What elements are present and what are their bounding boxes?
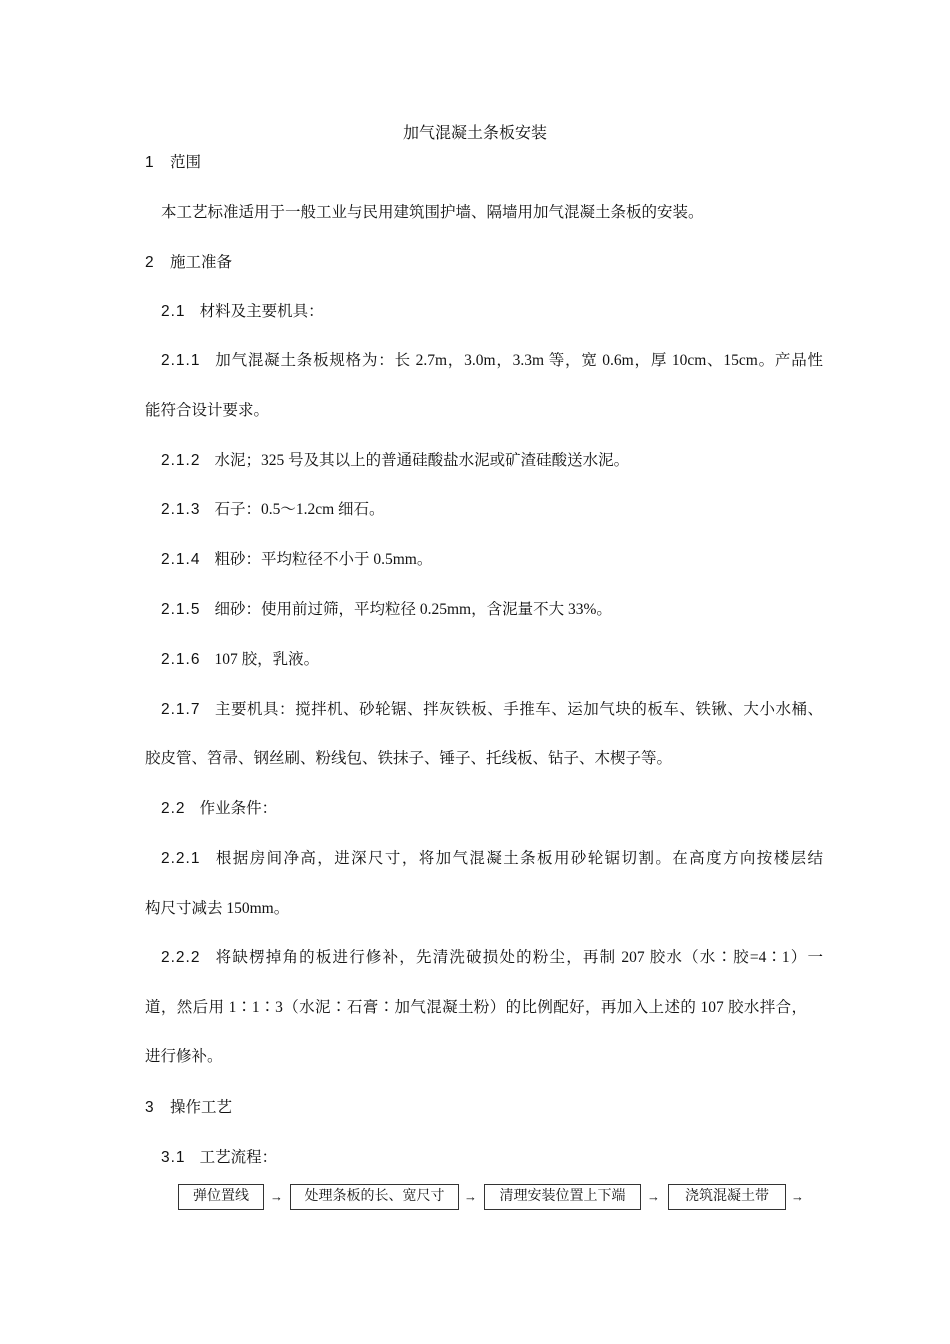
clause-2-2-1-line2: 构尺寸减去 150mm。 xyxy=(145,900,290,917)
clause-number: 2.1.3 xyxy=(161,501,201,518)
flow-step-mark-position: 弹位置线 xyxy=(178,1184,264,1210)
section-heading-preparation xyxy=(145,253,807,273)
document-title: 加气混凝土条板安装 xyxy=(402,125,547,142)
clause-2-1-1-line2: 能符合设计要求。 xyxy=(145,402,270,419)
clause-text: 主要机具：搅拌机、砂轮锯、拌灰铁板、手推车、运加气块的板车、铁锹、大小水桶、 xyxy=(214,701,823,718)
clause-text: 材料及主要机具： xyxy=(199,303,324,320)
arrow-right-icon: → xyxy=(647,1189,660,1204)
section-title: 施工准备 xyxy=(170,254,233,271)
process-flow-diagram xyxy=(0,1184,950,1214)
section-number: 3 xyxy=(145,1099,154,1116)
clause-text: 作业条件： xyxy=(199,800,278,817)
clause-number: 2.1.6 xyxy=(161,651,201,668)
section-heading-scope xyxy=(145,153,807,173)
clause-number: 2.1 xyxy=(161,303,186,320)
section-number: 1 xyxy=(145,154,154,171)
clause-2-2-2-line1 xyxy=(145,948,823,968)
clause-2-1-7-line1 xyxy=(145,700,823,720)
clause-text: 将缺楞掉角的板进行修补，先清洗破损处的粉尘，再制 207 胶水（水∶胶=4∶1）一 xyxy=(214,949,823,966)
clause-number: 2.1.1 xyxy=(161,352,201,369)
clause-number: 2.2.2 xyxy=(161,949,201,966)
clause-number: 2.2 xyxy=(161,800,186,817)
subsection-2-2 xyxy=(145,799,823,819)
clause-2-1-7-line2: 胶皮管、笤帚、钢丝刷、粉线包、铁抹子、锤子、托线板、钻子、木楔子等。 xyxy=(145,750,673,767)
clause-text: 根据房间净高，进深尺寸，将加气混凝土条板用砂轮锯切割。在高度方向按楼层结 xyxy=(214,850,823,867)
clause-number: 2.1.7 xyxy=(161,701,201,718)
clause-number: 2.1.5 xyxy=(161,601,201,618)
clause-text: 107 胶，乳液。 xyxy=(214,651,320,668)
clause-number: 3.1 xyxy=(161,1149,186,1166)
clause-text: 水泥；325 号及其以上的普通硅酸盐水泥或矿渣硅酸送水泥。 xyxy=(214,452,630,469)
clause-text: 细砂：使用前过筛，平均粒径 0.25mm，含泥量不大 33%。 xyxy=(214,601,612,618)
section-title: 范围 xyxy=(170,154,202,171)
clause-2-2-1-line1 xyxy=(145,849,823,869)
clause-text: 石子：0.5～1.2cm 细石。 xyxy=(214,501,385,518)
arrow-right-icon: → xyxy=(791,1189,804,1204)
section-title: 操作工艺 xyxy=(170,1099,233,1116)
clause-2-2-2-line2: 道，然后用 1∶1∶3（水泥∶石膏∶加气混凝土粉）的比例配好，再加入上述的 107 胶水拌合， xyxy=(145,999,807,1016)
clause-number: 2.2.1 xyxy=(161,850,201,867)
flow-step-process-board-size: 处理条板的长、宽尺寸 xyxy=(290,1184,459,1210)
section-number: 2 xyxy=(145,254,154,271)
arrow-right-icon: → xyxy=(270,1189,283,1204)
clause-2-1-6 xyxy=(145,650,823,670)
clause-2-1-5 xyxy=(145,600,823,620)
clause-number: 2.1.2 xyxy=(161,452,201,469)
clause-2-1-2 xyxy=(145,451,823,471)
clause-2-1-4 xyxy=(145,550,823,570)
clause-text: 加气混凝土条板规格为：长 2.7m，3.0m，3.3m 等，宽 0.6m，厚 10cm、15cm。产品性 xyxy=(214,352,823,369)
section-heading-operation xyxy=(145,1098,807,1118)
clause-2-1-1-line1 xyxy=(145,351,823,371)
clause-text: 工艺流程： xyxy=(199,1149,278,1166)
clause-text: 粗砂：平均粒径不小于 0.5mm。 xyxy=(214,551,433,568)
subsection-3-1 xyxy=(145,1148,823,1168)
clause-2-2-2-line3: 进行修补。 xyxy=(145,1048,223,1065)
clause-2-1-3 xyxy=(145,500,823,520)
arrow-right-icon: → xyxy=(464,1189,477,1204)
clause-number: 2.1.4 xyxy=(161,551,201,568)
flow-step-pour-concrete-band: 浇筑混凝土带 xyxy=(668,1184,786,1210)
flow-step-clean-install-position: 清理安装位置上下端 xyxy=(484,1184,641,1210)
scope-paragraph: 本工艺标准适用于一般工业与民用建筑围护墙、隔墙用加气混凝土条板的安装。 xyxy=(161,204,704,221)
subsection-2-1 xyxy=(145,302,823,322)
